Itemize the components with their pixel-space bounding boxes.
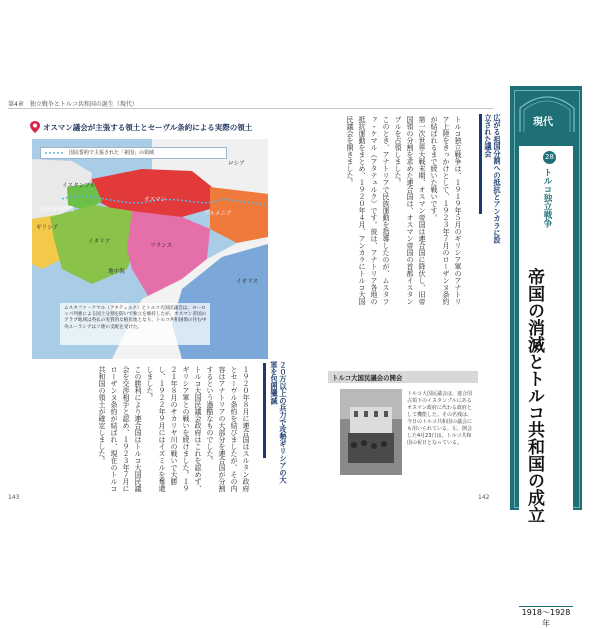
chapter-number-badge: 28 (543, 151, 556, 164)
map-caption: ムスタファ・ケマル（アタテュルク）とトルコ大国民議会は、ヨーロッパ列強による国土分割を防いで独立を維持したが、オスマン帝国のアラブ地域は英仏の実質的な植民地となり、トルコ共和国領の住む中央ユーラシアはソ連の支配を受けた。 (64, 306, 207, 330)
section-heading-1-text: 広がる祖国分割への抵抗とアンカラに設立された議会 (484, 114, 502, 244)
legend-text: 国民誓約で主張された「祖国」の領域 (69, 150, 155, 156)
label-mediterranean: 地中海 (108, 269, 125, 275)
banner-subtitle: トルコ独立戦争 (542, 168, 552, 228)
heading-bar (479, 114, 482, 214)
section2-body (30, 366, 252, 492)
banner-date-range: 1918〜1928年 (519, 606, 573, 621)
label-greece: ギリシア (36, 225, 59, 231)
photo-caption: トルコ大国民議会は、連合国占領下のイスタンブルにあるオスマン政府に代わる政府として機能した。その名残は、今日のトルコ共和国の議会にも用いられている。左、開会した4月23日は、トルコ共和国の祝日となっている。 (407, 391, 473, 446)
section2-paragraph-2: トルコ大国民議会政府はこれを認めず、ギリシア軍との戦いを続けました。１９２１年８月のサカリヤ川の戦いで大勝し、１９２２年９月にはイズミルを奪還しました。 (146, 366, 202, 492)
label-istanbul: イスタンブル (62, 183, 96, 189)
label-britain: イギリス (236, 279, 259, 285)
section2-paragraph-1: １９２０年８月に連合国はスルタン政府とセーヴル条約を結びましたが、その内容はアナトリアの大部分を連合国が分割するという過酷なものでした。 (206, 366, 250, 492)
section2-paragraph-3: この勝利により連合国はトルコ大国民議会を交渉相手と認め、１９２３年７月にローザンヌ条約が結ばれ、現在のトルコ共和国の領土が確定しました。 (98, 366, 142, 492)
label-armenia: アルメニア (204, 211, 232, 217)
section1-paragraph-3: このとき、アナトリアで民族運動を指導したのが、ムスタファ・ケマル（アタテュルク）です。彼は、アナトリア各地の抵抗運動をまとめ、１９２０年４月、アンカラにトルコ大国民議会を開きました。 (346, 116, 390, 305)
banner-main-title: 帝国の消滅とトルコ共和国の成立 (524, 268, 544, 523)
banner-title-panel (519, 146, 573, 628)
map-caption-box (60, 303, 210, 345)
map-title-row (30, 121, 270, 135)
page-number-left: 143 (8, 494, 20, 501)
dotted-line-icon (45, 151, 65, 155)
label-italy: イタリア (88, 239, 111, 245)
chapter-header: 第4章 独立戦争とトルコ共和国の誕生（現代） (8, 101, 138, 108)
map-title: オスマン議会が主張する領土とセーヴル条約による実際の領土 (43, 123, 253, 132)
label-intl-zone: 国際管理地域 (40, 207, 74, 213)
photo-heading-text: トルコ大国民議会の開会 (332, 374, 403, 382)
map-pin-icon (30, 121, 40, 133)
section1-paragraph-1: トルコ独立戦争は、１９１９年５月のギリシア軍のアナトリア上陸をきっかけとして、１９２３年７月のローザンヌ条約が結ばれるまで続いた戦いです。 (430, 116, 462, 305)
header-divider (8, 108, 494, 109)
section-heading-2-text: ２０万以上の兵力で攻勢ギリシアの大軍を包囲殲滅 (270, 361, 288, 484)
map-legend (40, 147, 227, 159)
label-russia: ロシア (228, 161, 245, 167)
section-heading-1 (470, 114, 502, 244)
photo-image (340, 389, 402, 475)
section-heading-2 (256, 361, 288, 487)
label-france: フランス (150, 243, 173, 249)
assembly-photo (340, 389, 402, 475)
photo-feature-heading (328, 371, 478, 383)
era-label: 現代 (533, 117, 553, 128)
section1-body (292, 116, 464, 306)
label-ottoman: オスマン (144, 197, 167, 203)
page-number-right: 142 (478, 494, 490, 501)
heading-bar (263, 363, 266, 458)
section1-paragraph-2: 第一次世界大戦末期、オスマン帝国は連合国に降伏し、旧帝国領の分割を求めた連合国は、オスマン帝国の首都イスタンブルを占領しました。 (394, 116, 426, 305)
